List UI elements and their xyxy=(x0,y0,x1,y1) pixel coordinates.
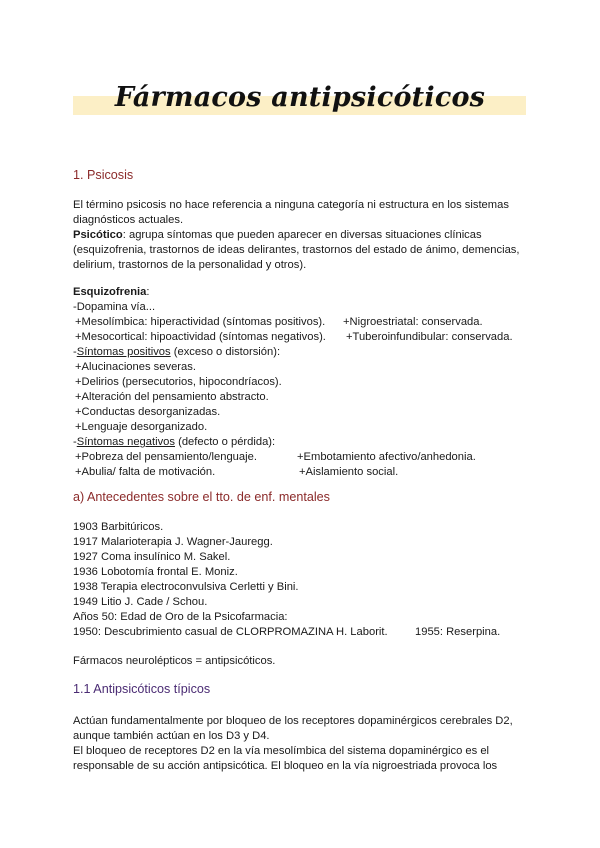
term-label: Esquizofrenia xyxy=(73,286,147,298)
list-item: +Delirios (persecutorios, hipocondríacos). xyxy=(75,376,282,388)
esquizofrenia-block xyxy=(73,285,533,480)
subheading: Síntomas negativos xyxy=(76,436,175,448)
punctuation: : xyxy=(146,286,150,298)
subheading-note: (defecto o pérdida): xyxy=(175,436,276,448)
list-item: -Dopamina vía... xyxy=(73,301,156,313)
timeline xyxy=(73,520,533,640)
subheading-note: (exceso o distorsión): xyxy=(170,346,281,358)
list-item: +Abulia/ falta de motivación. xyxy=(75,466,216,478)
list-item: +Pobreza del pensamiento/lenguaje. xyxy=(75,451,257,463)
timeline-item: 1950: Descubrimiento casual de CLORPROMAZINA H. Laborit. xyxy=(73,626,388,638)
tipicos-text xyxy=(73,714,533,774)
paragraph-line: delirium, trastornos de la personalidad y otros). xyxy=(73,259,307,271)
list-row xyxy=(73,465,533,480)
term-label: Psicótico xyxy=(73,229,123,241)
list-row xyxy=(73,315,533,330)
timeline-item: 1955: Reserpina. xyxy=(415,626,501,638)
timeline-item: 1927 Coma insulínico M. Sakel. xyxy=(73,551,231,563)
list-item: +Conductas desorganizadas. xyxy=(75,406,221,418)
paragraph-line: responsable de su acción antipsicótica. El bloqueo en la vía nigroestriada provoca los xyxy=(73,760,498,772)
paragraph-line: Actúan fundamentalmente por bloqueo de los receptores dopaminérgicos cerebrales D2, xyxy=(73,715,513,727)
list-item: +Alteración del pensamiento abstracto. xyxy=(75,391,269,403)
paragraph-line: El bloqueo de receptores D2 en la vía mesolímbica del sistema dopaminérgico es el xyxy=(73,745,490,757)
section-heading: 1.1 Antipsicóticos típicos xyxy=(73,682,211,696)
section-heading: a) Antecedentes sobre el tto. de enf. mentales xyxy=(73,490,330,504)
dash: - xyxy=(73,346,77,358)
paragraph-line: diagnósticos actuales. xyxy=(73,214,184,226)
list-item: +Lenguaje desorganizado. xyxy=(75,421,208,433)
dash: - xyxy=(73,436,77,448)
paragraph-line: Fármacos neurolépticos = antipsicóticos. xyxy=(73,655,276,667)
list-item: +Embotamiento afectivo/anhedonia. xyxy=(297,451,476,463)
psicosis-text xyxy=(73,198,533,273)
paragraph-line: El término psicosis no hace referencia a ninguna categoría ni estructura en los sistemas xyxy=(73,199,509,211)
paragraph-line: aunque también actúan en los D3 y D4. xyxy=(73,730,270,742)
timeline-item: 1936 Lobotomía frontal E. Moniz. xyxy=(73,566,238,578)
timeline-item: 1949 Litio J. Cade / Schou. xyxy=(73,596,208,608)
section-psicosis xyxy=(73,168,533,183)
timeline-item: 1903 Barbitúricos. xyxy=(73,521,164,533)
list-item: +Tuberoinfundibular: conservada. xyxy=(346,331,513,343)
timeline-row xyxy=(73,625,533,640)
list-item: +Mesocortical: hipoactividad (síntomas negativos). xyxy=(75,331,326,343)
note xyxy=(73,654,533,669)
list-row xyxy=(73,450,533,465)
subheading: Síntomas positivos xyxy=(76,346,171,358)
list-row xyxy=(73,330,533,345)
timeline-item: 1938 Terapia electroconvulsiva Cerletti y Bini. xyxy=(73,581,299,593)
paragraph-line: : agrupa síntomas que pueden aparecer en diversas situaciones clínicas xyxy=(122,229,482,241)
section-antecedentes xyxy=(73,490,533,505)
section-heading: 1. Psicosis xyxy=(73,168,134,182)
paragraph-line: (esquizofrenia, trastornos de ideas delirantes, trastornos del estado de ánimo, demencias, xyxy=(73,244,520,256)
list-item: +Mesolímbica: hiperactividad (síntomas positivos). xyxy=(75,316,326,328)
list-item: +Alucinaciones severas. xyxy=(75,361,196,373)
timeline-item: Años 50: Edad de Oro de la Psicofarmacia: xyxy=(73,611,288,623)
page-title: Fármacos antipsicóticos xyxy=(114,82,486,113)
list-item: +Aislamiento social. xyxy=(299,466,399,478)
list-item: +Nigroestriatal: conservada. xyxy=(343,316,483,328)
timeline-item: 1917 Malarioterapia J. Wagner-Jauregg. xyxy=(73,536,273,548)
section-tipicos xyxy=(73,682,533,697)
